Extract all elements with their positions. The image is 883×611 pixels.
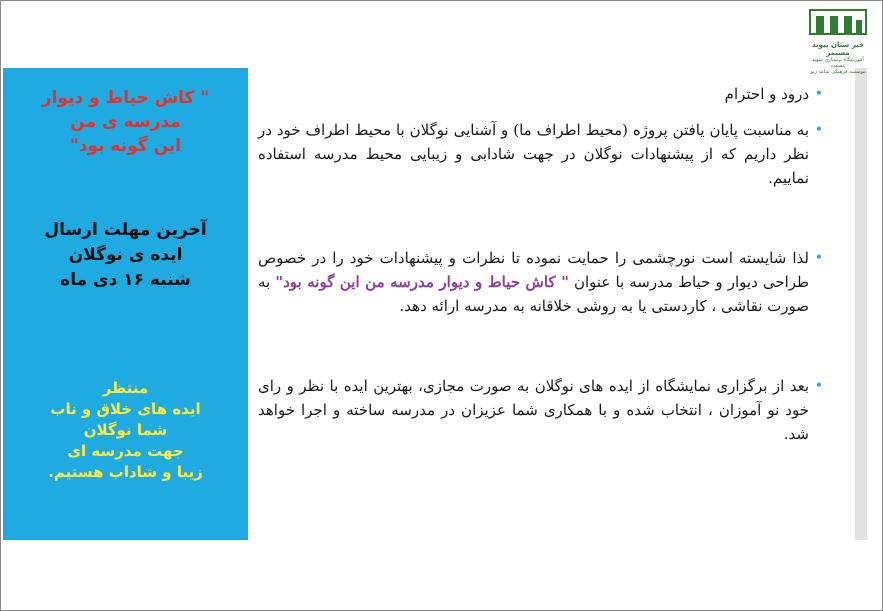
greeting-text: درود و احترام bbox=[724, 85, 809, 103]
info-panel bbox=[3, 68, 248, 540]
logo-line-2: آموزشگاه پرستاری شهید عصمت bbox=[812, 57, 864, 69]
paragraph-submission bbox=[258, 246, 823, 318]
await-line-5: زیبا و شاداب هستیم. bbox=[48, 463, 203, 481]
paragraph-submission-start: لذا شایسته است نورچشمی را حمایت نموده تا نظرات و پیشنهادات خود را در خصوص طراحی دیوار و حیاط مدرسه با عنوان bbox=[258, 249, 809, 291]
deadline-block bbox=[3, 218, 248, 293]
paragraph-submission-end: به صورت نقاشی ، کاردستی یا به روشی خلاقانه به مدرسه ارائه دهد. bbox=[258, 273, 809, 315]
await-line-4: جهت مدرسه ای bbox=[67, 442, 184, 460]
await-message bbox=[3, 378, 248, 483]
deadline-line-2: ایده ی نوگلان bbox=[68, 245, 183, 265]
deadline-line-3: شنبه ۱۶ دی ماه bbox=[60, 270, 191, 290]
campaign-title bbox=[3, 86, 248, 158]
paragraph-exhibition-text: بعد از برگزاری نمایشگاه از ایده های نوگلان به صورت مجازی، بهترین ایده با نظر و رای خود نو آموزان ، انتخاب شده و با همکاری شما عزیزان در مدرسه ساخته و اجرا خواهد شد. bbox=[258, 377, 809, 443]
right-edge-strip bbox=[855, 68, 867, 540]
building-logo-icon bbox=[808, 8, 868, 36]
campaign-title-highlight: " کاش حیاط و دیوار مدرسه من این گونه بود" bbox=[275, 273, 569, 291]
paragraph-project-end bbox=[258, 118, 823, 190]
await-line-1: منتظر bbox=[102, 379, 149, 397]
campaign-title-line-1: " کاش حیاط و دیوار bbox=[41, 88, 210, 108]
announcement-body bbox=[258, 82, 823, 522]
campaign-title-line-2: مدرسه ی من bbox=[70, 112, 181, 132]
logo-line-1: خیر ستان پیوند مستمر bbox=[811, 41, 865, 57]
paragraph-exhibition bbox=[258, 374, 823, 446]
deadline-line-1: آخرین مهلت ارسال bbox=[44, 220, 207, 240]
paragraph-project-end-text: به مناسبت پایان یافتن پروژه (محیط اطراف ما) و آشنایی نوگلان با محیط اطراف خود در نظر داریم که از پیشنهادات نوگلان در جهت شادابی و زیبایی محیط مدرسه استفاده نماییم. bbox=[258, 121, 809, 187]
await-line-3: شما نوگلان bbox=[83, 421, 168, 439]
school-logo bbox=[805, 8, 871, 75]
await-line-2: ایده های خلاق و ناب bbox=[50, 400, 201, 418]
logo-line-3: موسسه فرهنگی شامه زیو bbox=[810, 69, 866, 75]
campaign-title-line-3: این گونه بود" bbox=[69, 136, 182, 156]
greeting-item bbox=[258, 82, 823, 106]
